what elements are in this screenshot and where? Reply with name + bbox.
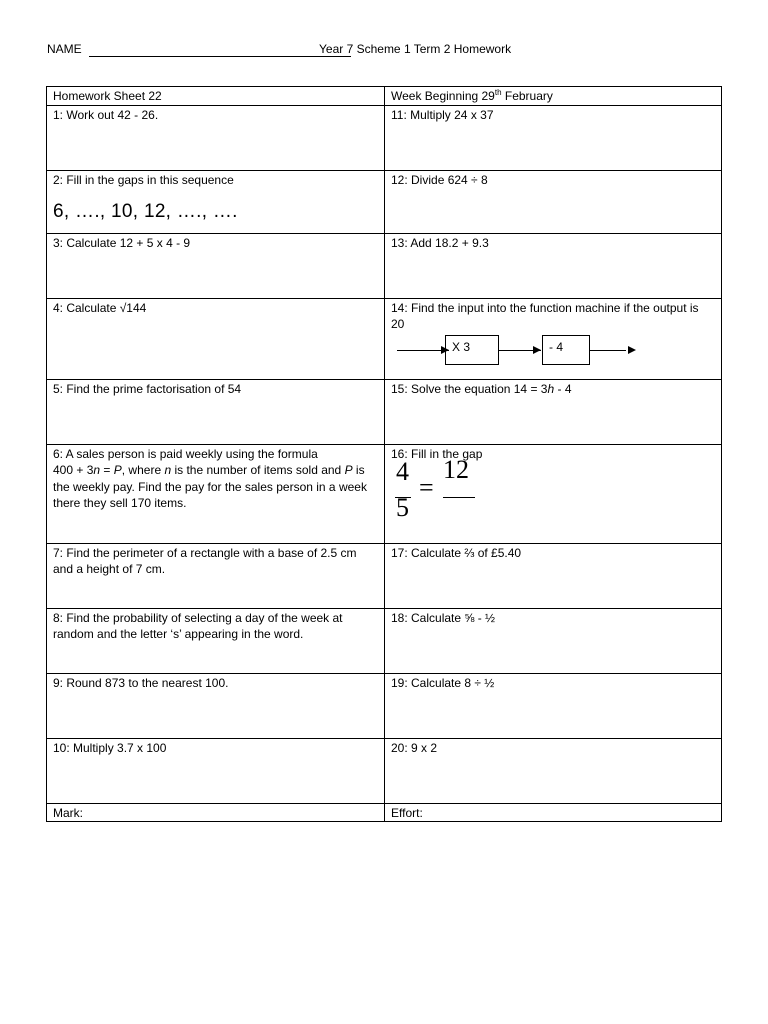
question-7[interactable]: 7: Find the perimeter of a rectangle with a base of 2.5 cm and a height of 7 cm. (47, 543, 385, 608)
table-row (47, 673, 722, 738)
table-footer-row (47, 803, 722, 822)
question-2[interactable]: 2: Fill in the gaps in this sequence 6, …., 10, 12, …., …. (47, 170, 385, 233)
fraction-numerator-left: 4 (396, 457, 409, 486)
question-15[interactable]: 15: Solve the equation 14 = 3h - 4 (385, 379, 722, 444)
equals-sign: = (419, 473, 434, 502)
sheet-number-cell: Homework Sheet 22 (47, 87, 385, 106)
sequence-text: 6, …., 10, 12, …., …. (53, 201, 238, 222)
question-4[interactable]: 4: Calculate √144 (47, 298, 385, 379)
question-20[interactable]: 20: 9 x 2 (385, 738, 722, 803)
page-title: Year 7 Scheme 1 Term 2 Homework (319, 42, 512, 56)
arrow-line-3 (590, 350, 626, 351)
question-10[interactable]: 10: Multiply 3.7 x 100 (47, 738, 385, 803)
table-header-row (47, 87, 722, 106)
function-machine (391, 335, 715, 377)
name-field-line[interactable] (89, 56, 351, 57)
function-box-subtract: - 4 (542, 335, 590, 365)
fraction-equation (391, 455, 715, 532)
question-19[interactable]: 19: Calculate 8 ÷ ½ (385, 673, 722, 738)
table-row (47, 444, 722, 543)
table-row (47, 233, 722, 298)
question-5[interactable]: 5: Find the prime factorisation of 54 (47, 379, 385, 444)
fraction-numerator-right: 12 (443, 455, 469, 484)
name-label: NAME (47, 42, 82, 56)
table-row (47, 738, 722, 803)
question-17[interactable]: 17: Calculate ⅔ of £5.40 (385, 543, 722, 608)
arrowhead-2 (533, 346, 541, 354)
effort-cell[interactable]: Effort: (385, 803, 722, 822)
week-beginning-cell: Week Beginning 29th February (385, 87, 722, 106)
question-13[interactable]: 13: Add 18.2 + 9.3 (385, 233, 722, 298)
question-3[interactable]: 3: Calculate 12 + 5 x 4 - 9 (47, 233, 385, 298)
table-row (47, 543, 722, 608)
question-1[interactable]: 1: Work out 42 - 26. (47, 105, 385, 170)
question-16[interactable]: 16: Fill in the gap 4 5 = 12 (385, 444, 722, 543)
question-9[interactable]: 9: Round 873 to the nearest 100. (47, 673, 385, 738)
arrowhead-3 (628, 346, 636, 354)
question-18[interactable]: 18: Calculate ⅝ - ½ (385, 608, 722, 673)
homework-table (46, 86, 722, 822)
fraction-denominator-left: 5 (396, 493, 409, 522)
function-box-multiply: X 3 (445, 335, 499, 365)
table-row (47, 379, 722, 444)
question-14[interactable]: 14: Find the input into the function machine if the output is 20 X 3 - 4 (385, 298, 722, 379)
question-11[interactable]: 11: Multiply 24 x 37 (385, 105, 722, 170)
question-12[interactable]: 12: Divide 624 ÷ 8 (385, 170, 722, 233)
fraction-bar-right (443, 497, 475, 498)
table-row (47, 170, 722, 233)
mark-cell[interactable]: Mark: (47, 803, 385, 822)
page-header (47, 42, 727, 60)
table-row (47, 608, 722, 673)
question-8[interactable]: 8: Find the probability of selecting a day of the week at random and the letter ‘s’ appearing in the word. (47, 608, 385, 673)
table-row (47, 298, 722, 379)
question-6[interactable]: 6: A sales person is paid weekly using the formula 400 + 3n = P, where n is the number of items sold and P is the weekly pay. Find the pay for the sales person in a week there they sell 170 items. (47, 444, 385, 543)
table-row (47, 105, 722, 170)
